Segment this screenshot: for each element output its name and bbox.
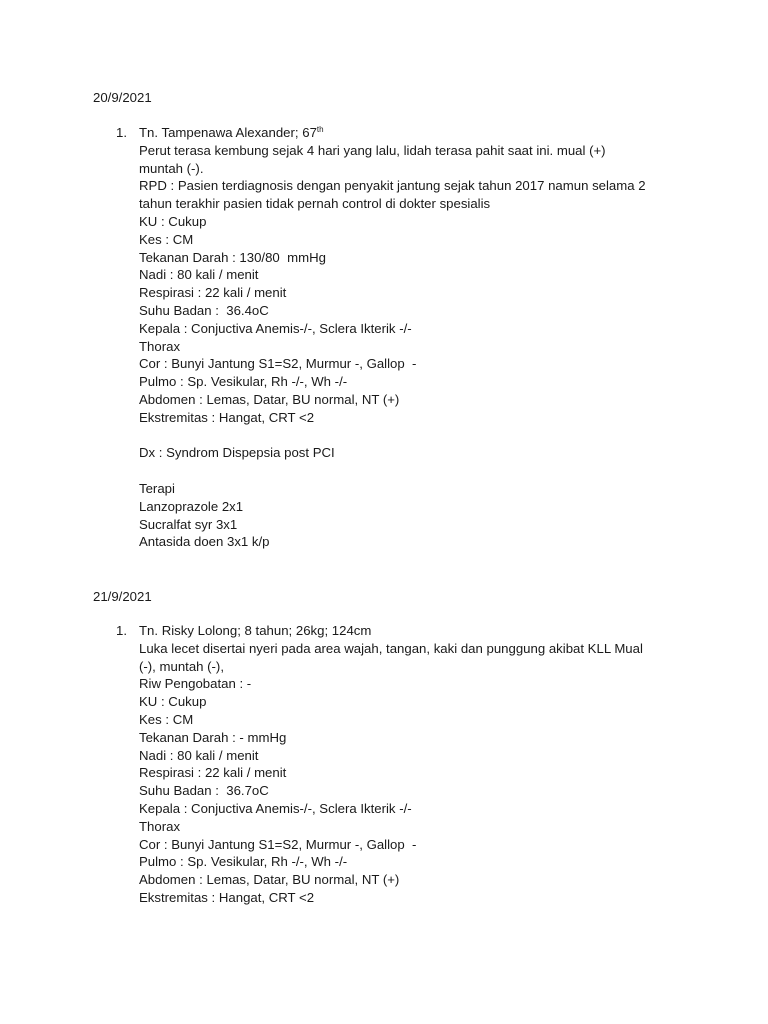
note-line: Respirasi : 22 kali / menit [139,765,287,781]
note-line: muntah (-). [139,160,204,176]
patient-name: Tn. Tampenawa Alexander; 67 [139,125,317,140]
note-line: Kepala : Conjuctiva Anemis-/-, Sclera Ikterik -/- [139,800,412,816]
therapy-item: Lanzoprazole 2x1 [139,498,244,514]
patient-header [139,124,699,142]
note-line: Suhu Badan : 36.4oC [139,302,269,318]
note-line: Pulmo : Sp. Vesikular, Rh -/-, Wh -/- [139,374,348,390]
note-line: Nadi : 80 kali / menit [139,747,259,763]
note-line: KU : Cukup [139,213,207,229]
note-line: Cor : Bunyi Jantung S1=S2, Murmur -, Gallop - [139,356,417,372]
note-line: Kes : CM [139,231,194,247]
note-line: Pulmo : Sp. Vesikular, Rh -/-, Wh -/- [139,854,348,870]
diagnosis-line: Dx : Syndrom Dispepsia post PCI [139,445,335,461]
entry-body [139,124,699,551]
note-line: Ekstremitas : Hangat, CRT <2 [139,409,315,425]
note-line: Respirasi : 22 kali / menit [139,285,287,301]
entry-body [139,622,699,907]
note-line: tahun terakhir pasien tidak pernah control di dokter spesialis [139,196,491,212]
blank-line [139,427,699,445]
therapy-heading: Terapi [139,480,175,496]
note-line: Riw Pengobatan : - [139,676,252,692]
note-line: Tekanan Darah : - mmHg [139,729,287,745]
note-line: Tekanan Darah : 130/80 mmHg [139,249,326,265]
note-line: Luka lecet disertai nyeri pada area wajah, tangan, kaki dan punggung akibat KLL Mual [139,640,643,656]
note-line: Ekstremitas : Hangat, CRT <2 [139,889,315,905]
patient-age-suffix: th [316,125,324,134]
note-line: Abdomen : Lemas, Datar, BU normal, NT (+) [139,872,400,888]
therapy-item: Sucralfat syr 3x1 [139,516,238,532]
blank-line [139,462,699,480]
note-line: Suhu Badan : 36.7oC [139,783,269,799]
note-line: Nadi : 80 kali / menit [139,267,259,283]
note-line: KU : Cukup [139,694,207,710]
note-line: (-), muntah (-), [139,658,224,674]
note-line: Kepala : Conjuctiva Anemis-/-, Sclera Ikterik -/- [139,320,412,336]
entry-date: 21/9/2021 [93,589,152,604]
note-line: RPD : Pasien terdiagnosis dengan penyakit jantung sejak tahun 2017 namun selama 2 [139,178,646,194]
note-line: Kes : CM [139,711,194,727]
note-line: Cor : Bunyi Jantung S1=S2, Murmur -, Gallop - [139,836,417,852]
patient-header: Tn. Risky Lolong; 8 tahun; 26kg; 124cm [139,623,372,638]
note-line: Perut terasa kembung sejak 4 hari yang lalu, lidah terasa pahit saat ini. mual (+) [139,142,606,158]
note-line: Abdomen : Lemas, Datar, BU normal, NT (+) [139,391,400,407]
note-line: Thorax [139,338,181,354]
therapy-item: Antasida doen 3x1 k/p [139,534,270,550]
note-line: Thorax [139,818,181,834]
list-number: 1. [116,623,127,638]
list-number: 1. [116,125,127,140]
entry-date: 20/9/2021 [93,90,152,105]
